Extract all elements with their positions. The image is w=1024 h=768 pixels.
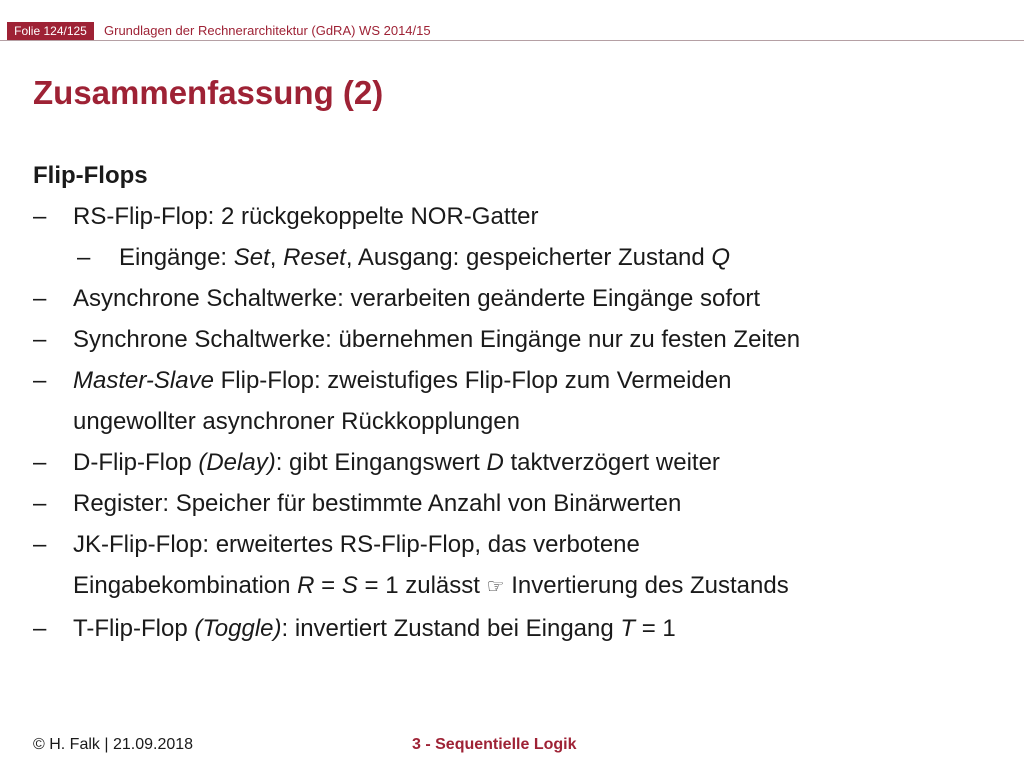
bullet-text-line-2: ungewollter asynchroner Rückkopplungen [73, 408, 520, 435]
section-heading: Flip-Flops [33, 162, 148, 189]
term-r: R [297, 572, 315, 599]
term-toggle: (Toggle) [194, 615, 282, 642]
bullet-dash: – [33, 367, 47, 394]
text-run: : invertiert Zustand bei Eingang [281, 615, 621, 642]
bullet-text [119, 237, 1013, 278]
text-run: Flip-Flop: zweistufiges Flip-Flop zum Vermeiden [213, 367, 732, 394]
bullet-jk-flip-flop [33, 524, 1013, 608]
page-title: Zusammenfassung (2) [33, 74, 384, 111]
bullet-text [73, 442, 1013, 483]
term-delay: (Delay) [198, 449, 276, 476]
bullet-async [33, 278, 1013, 319]
term-s: S [341, 572, 358, 599]
bullet-dash: – [33, 285, 47, 312]
bullet-dash: – [33, 531, 47, 558]
bullet-text: Synchrone Schaltwerke: übernehmen Eingänge nur zu festen Zeiten [73, 326, 801, 353]
bullet-dash: – [33, 490, 47, 517]
text-run: Invertierung des Zustands [504, 572, 789, 599]
course-title: Grundlagen der Rechnerarchitektur (GdRA) WS 2014/15 [104, 23, 431, 38]
text-run: : gibt Eingangswert [275, 449, 487, 476]
bullet-master-slave [33, 360, 1013, 442]
footer-author-date: © H. Falk | 21.09.2018 [33, 736, 194, 753]
bullet-text: Register: Speicher für bestimmte Anzahl von Binärwerten [73, 490, 682, 517]
text-run: Eingabekombination [73, 572, 298, 599]
text-run: = 1 [635, 615, 676, 642]
bullet-text [73, 608, 1013, 649]
text-run: D-Flip-Flop [73, 449, 199, 476]
text-run: taktverzögert weiter [503, 449, 720, 476]
text-run: = [314, 572, 342, 599]
bullet-sync [33, 319, 1013, 360]
bullet-dash: – [33, 615, 47, 642]
sub-bullet-inputs [33, 237, 1013, 278]
footer-chapter: 3 - Sequentielle Logik [412, 736, 577, 753]
bullet-text-line-1: JK-Flip-Flop: erweitertes RS-Flip-Flop, das verbotene [73, 531, 640, 558]
bullet-text: RS-Flip-Flop: 2 rückgekoppelte NOR-Gatter [73, 203, 539, 230]
bullet-t-flip-flop [33, 608, 1013, 649]
bullet-text-line-2 [73, 565, 1013, 608]
bullet-text-line-1 [73, 360, 1013, 401]
bullet-d-flip-flop [33, 442, 1013, 483]
bullet-dash: – [77, 244, 91, 271]
bullet-rs-flip-flop [33, 196, 1013, 237]
text-run: , Ausgang: gespeicherter Zustand [345, 244, 712, 271]
pointing-finger-icon: ☞ [486, 576, 505, 598]
text-run: = 1 zulässt [357, 572, 487, 599]
text-run: , [269, 244, 284, 271]
header-divider [0, 40, 1024, 41]
bullet-register [33, 483, 1013, 524]
term-q: Q [711, 244, 731, 271]
text-run: T-Flip-Flop [73, 615, 195, 642]
term-set: Set [233, 244, 270, 271]
bullet-text: Asynchrone Schaltwerke: verarbeiten geänderte Eingänge sofort [73, 285, 761, 312]
bullet-dash: – [33, 326, 47, 353]
term-reset: Reset [283, 244, 346, 271]
bullet-dash: – [33, 203, 47, 230]
slide-content [33, 160, 1013, 649]
term-t: T [620, 615, 636, 642]
slide-counter: Folie 124/125 [7, 22, 94, 40]
term-d: D [486, 449, 504, 476]
term-master-slave: Master-Slave [73, 367, 214, 394]
text-run: Eingänge: [119, 244, 234, 271]
bullet-dash: – [33, 449, 47, 476]
